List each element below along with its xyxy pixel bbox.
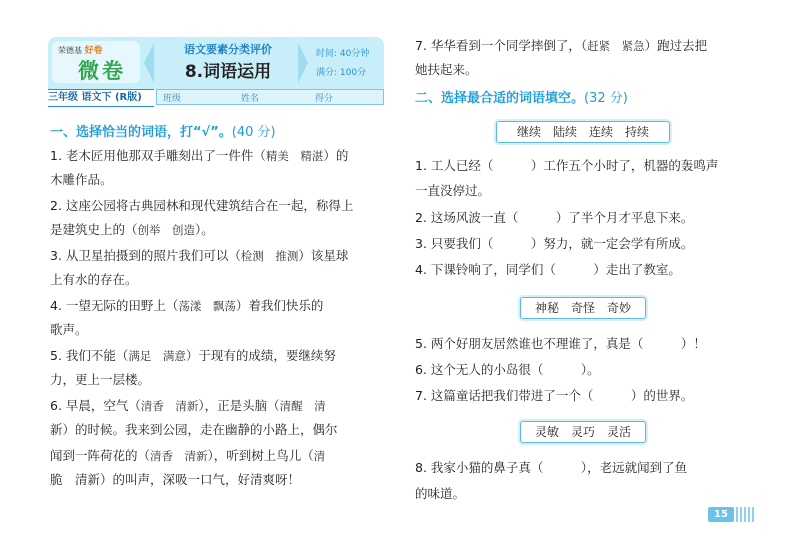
banner-subtitle: 语文要素分类评价: [184, 43, 272, 56]
section-1-line: 5. 我们不能（满足 满意）于现有的成绩，要继续努: [50, 348, 336, 363]
word-bank-3: 灵敏 灵巧 灵活: [520, 421, 646, 443]
section-1-line: 新）的时候。我来到公园，走在幽静的小路上，偶尔: [50, 422, 338, 437]
section-1-line: 3. 从卫星拍摄到的照片我们可以（检测 推测）该星球: [50, 248, 349, 263]
section-1-line: 木雕作品。: [50, 172, 113, 187]
section-1-line: 4. 一望无际的田野上（荡漾 飘荡）着我们快乐的: [50, 298, 324, 313]
grade-label: 三年级 语文下 (R版): [48, 89, 154, 107]
section-2-group-1-line: 一直没停过。: [415, 183, 491, 198]
section-1-heading: 一、选择恰当的词语，打“√”。(40 分): [50, 125, 276, 140]
section-2-group-3-line: 的味道。: [415, 486, 466, 501]
page-number: 15: [708, 507, 734, 522]
logo-box: [52, 41, 140, 83]
section-2-group-2-line: 5. 两个好朋友居然谁也不理谁了，真是（ ）！: [415, 336, 706, 351]
publisher-logo: 荣德基 好卷: [58, 46, 103, 56]
student-info-row: [156, 89, 384, 105]
section-1-line: 1. 老木匠用他那双手雕刻出了一件件（精美 精湛）的: [50, 148, 349, 163]
section-1-line: 脆 清新）的叫声，深吸一口气，好清爽呀！: [50, 472, 301, 487]
section-2-group-3-line: 8. 我家小猫的鼻子真（ ），老远就闻到了鱼: [415, 460, 688, 475]
page-stripes: [736, 507, 754, 522]
section-1-line: 是建筑史上的（创举 创造）。: [50, 222, 214, 237]
header-banner: [48, 37, 384, 107]
full-score: 满分: 100分: [316, 68, 367, 78]
series-brand: 微卷: [78, 59, 126, 83]
section-1-line: 闻到一阵荷花的（清香 清新），听到树上鸟儿（清: [50, 448, 326, 463]
word-bank-2: 神秘 奇怪 奇妙: [520, 297, 646, 319]
section-1-line: 2. 这座公园将古典园林和现代建筑结合在一起，称得上: [50, 198, 354, 213]
section-2-heading: 二、选择最合适的词语填空。(32 分): [415, 91, 628, 106]
class-field[interactable]: 班级: [163, 94, 182, 104]
section-2-group-2-line: 6. 这个无人的小岛很（ ）。: [415, 362, 600, 377]
section-2-group-1-line: 2. 这场风波一直（ ）了半个月才平息下来。: [415, 210, 694, 225]
question-7-line: 她扶起来。: [415, 62, 478, 77]
section-2-group-1-line: 1. 工人已经（ ）工作五个小时了，机器的轰鸣声: [415, 158, 719, 173]
section-1-line: 6. 早晨，空气（清香 清新），正是头脑（清醒 清: [50, 398, 326, 413]
section-1-line: 歌声。: [50, 322, 88, 337]
name-field[interactable]: 姓名: [241, 94, 260, 104]
word-bank-1: 继续 陆续 连续 持续: [496, 121, 670, 143]
unit-title: 8.词语运用: [184, 62, 272, 82]
score-field[interactable]: 得分: [315, 94, 334, 104]
question-7-line: 7. 华华看到一个同学摔倒了，（赶紧 紧急）跑过去把: [415, 38, 708, 53]
section-2-group-1-line: 4. 下课铃响了，同学们（ ）走出了教室。: [415, 262, 681, 277]
section-2-group-1-line: 3. 只要我们（ ）努力，就一定会学有所成。: [415, 236, 694, 251]
section-1-line: 上有水的存在。: [50, 272, 138, 287]
section-2-group-2-line: 7. 这篇童话把我们带进了一个（ ）的世界。: [415, 388, 694, 403]
section-1-line: 力，更上一层楼。: [50, 372, 151, 387]
time-limit: 时间: 40分钟: [316, 49, 370, 59]
